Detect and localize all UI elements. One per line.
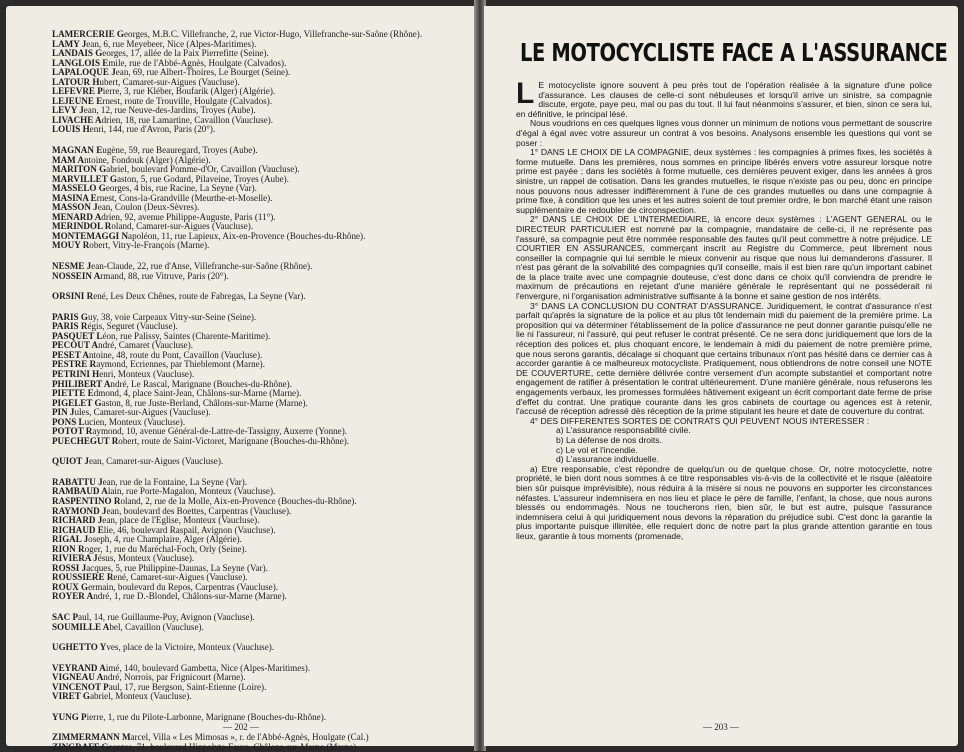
article-paragraph: 4° DES DIFFERENTES SORTES DE CONTRATS QUI PEUVENT NOUS INTERESSER : <box>530 415 870 426</box>
member-entry: PARIS Guy, 38, voie Carpeaux Vitry-sur-Seine (Seine). <box>52 311 257 322</box>
member-entry: ROSSI Jacques, 5, rue Philippine-Daunas, La Seyne (Var). <box>52 562 268 573</box>
member-entry: PIGELET Gaston, 8, rue Juste-Berland, Châlons-sur-Marne (Marne). <box>52 397 308 408</box>
member-entry: LANDAIS Georges, 17, allée de la Paix Pierrefitte (Seine). <box>52 48 269 59</box>
member-entry: PHILIBERT André, Le Rascal, Marignane (Bouches-du-Rhône). <box>52 378 292 389</box>
member-entry: RION Roger, 1, rue du Maréchal-Foch, Orly (Seine). <box>52 543 247 554</box>
article-body <box>516 77 932 542</box>
member-entry: PIN Jules, Camaret-sur-Aigues (Vaucluse). <box>52 407 211 418</box>
member-entry: RAMBAUD Alain, rue Porte-Magalon, Monteux (Vaucluse). <box>52 486 276 497</box>
member-entry: POTOT Raymond, 10, avenue Général-de-Lattre-de-Tassigny, Auxerre (Yonne). <box>52 426 348 437</box>
member-entry: NESME Jean-Claude, 22, rue d'Anse, Villefranche-sur-Saône (Rhône). <box>52 261 313 272</box>
member-entry: ROUX Germain, boulevard du Repos, Carpentras (Vaucluse). <box>52 581 279 592</box>
article-paragraph: 2° DANS LE CHOIX DE L'INTERMEDIAIRE, là encore deux systèmes : L'AGENT GENERAL ou le DIRECTEUR PARTICULIER est nommé par la compagnie, mandataire de celle-ci, il ne représente pas l'assuré, sa compagnie peut être nommée responsable des fautes qu'il peut commettre à notre préjudice. LE COURTIER EN ASSURANCES, commerçant inscrit au Registre du Commerce, peut librement nous conseiller la compagnie qui lui semble le mieux convenir au risque que nous lui demanderons d'assurer. Il n'est pas gérant de la solvabilité des compagnies qu'il conseille, mais il est bien rare qu'un important cabinet de la place traite avec une compagnie douteuse, c'est donc dans ce choix qu'il conviendra de prendre le maximum de précautions en rejetant d'une manière générale le représentant qui ne posséderait ni l'envergure, ni l'organisation administrative suffisante à la bonne et saine gestion de nos intérêts. <box>516 214 932 302</box>
group-spacer <box>52 653 462 664</box>
member-entry: PESET Antoine, 48, route du Pont, Cavaillon (Vaucluse). <box>52 349 263 360</box>
member-entry: VIRET Gabriel, Monteux (Vaucluse). <box>52 691 192 702</box>
member-entry: MONTEMAGGI Napoléon, 11, rue Lapieux, Aix-en-Provence (Bouches-du-Rhône). <box>52 230 366 241</box>
member-entry: MOUY Robert, Vitry-le-François (Marne). <box>52 240 210 251</box>
contract-list-item: a) L'assurance responsabilité civile. <box>556 425 691 436</box>
member-entry: QUIOT Jean, Camaret-sur-Aigues (Vaucluse). <box>52 456 224 467</box>
member-entry: PESTRE Raymond, Ecriennes, par Thieblemont (Marne). <box>52 359 265 370</box>
member-entry: VINCENOT Paul, 17, rue Bergson, Saint-Etienne (Loire). <box>52 681 267 692</box>
article-paragraph: Nous voudrions en ces quelques lignes vous donner un minimum de notions vous permettant de souscrire d'égal à égal avec votre assureur un contrat à vos besoins. Analysons ensemble les questions qui vont se poser : <box>516 118 932 148</box>
contract-list-item: c) Le vol et l'incendie. <box>556 444 638 455</box>
member-entry: ORSINI René, Les Deux Chênes, route de Fabregas, La Seyne (Var). <box>52 291 306 302</box>
member-entry: MAGNAN Eugène, 59, rue Beauregard, Troyes (Aube). <box>52 145 258 156</box>
contract-list-item: b) La défense de nos droits. <box>556 434 662 445</box>
member-entry: PECOUT André, Camaret (Vaucluse). <box>52 340 194 351</box>
member-entry: ZINGRAFF Georges, 71, boulevard Hippolyte-Faure, Châlons-sur-Marne (Marne). <box>52 741 359 752</box>
article-title: LE MOTOCYCLISTE FACE A L'ASSURANCE <box>520 38 948 67</box>
article-paragraph: L E motocycliste ignore souvent à peu près tout de l'opération réalisée à la signature d'une police d'assurance. Les clauses de celle-ci sont nébuleuses et lorsqu'il arrive un sinistre, sa compagnie discute, ergote, paye peu, mal ou pas du tout. Il lui faut néanmoins s'assurer, et bien, sinon ce sera lui, en définitive, le principal lésé. <box>516 77 932 119</box>
article-paragraph: 1° DANS LE CHOIX DE LA COMPAGNIE, deux systèmes : les compagnies à primes fixes, les sociétés à forme mutuelle. Dans les premières, nous sommes en principe libérés envers votre assureur lorsque notre prime est payée ; dans les sociétés à forme mutuelle, ces dernières peuvent exiger, dans les années à gros sinistre, un rappel de cotisation. Dans les grandes mutuelles, le risque n'existe pas ou peu, donc en principe nous pouvons nous adresser indifféremment à l'une de ces grandes mutuelles ou dans une compagnie à prime fixe, à condition que les unes et les autres soient de tout premier ordre, le bon marché étant une raison supplémentaire de redoubler de circonspection. <box>516 147 932 215</box>
member-entry: ROYER André, 1, rue D.-Blondel, Châlons-sur-Marne (Marne). <box>52 591 287 602</box>
member-entry: RIGAL Joseph, 4, rue Champlaire, Alger (Algérie). <box>52 534 242 545</box>
member-entry: LAPALOQUE Jean, 69, rue Albert-Thoires, Le Bourget (Seine). <box>52 67 291 78</box>
member-entry: MENARD Adrien, 92, avenue Philippe-Auguste, Paris (11°). <box>52 211 276 222</box>
member-entry: RICHARD Jean, place de l'Eglise, Monteux (Vaucluse). <box>52 515 260 526</box>
left-page <box>6 6 476 752</box>
member-entry: MASSELO Georges, 4 bis, rue Racine, La Seyne (Var). <box>52 183 257 194</box>
contract-list-item: d) L'assurance individuelle. <box>556 454 659 465</box>
member-entry: YUNG Pierre, 1, rue du Pilote-Larbonne, Marignane (Bouches-du-Rhône). <box>52 711 326 722</box>
member-entry: SOUMILLE Abel, Cavaillon (Vaucluse). <box>52 621 204 632</box>
member-entry: PETRINI Henri, Monteux (Vaucluse). <box>52 368 195 379</box>
member-entry: LANGLOIS Emile, rue de l'Abbé-Agnès, Houlgate (Calvados). <box>52 57 287 68</box>
member-entry: UGHETTO Yves, place de la Victoire, Monteux (Vaucluse). <box>52 642 275 653</box>
member-entry: PUECHEGUT Robert, route de Saint-Victoret, Marignane (Bouches-du-Rhône). <box>52 435 350 446</box>
member-entry: SAC Paul, 14, rue Guillaume-Puy, Avignon (Vaucluse). <box>52 611 255 622</box>
member-entry: LATOUR Hubert, Camaret-sur-Aigues (Vaucluse). <box>52 76 240 87</box>
member-entry: NOSSEIN Armand, 88, rue Vitruve, Paris (20°). <box>52 270 229 281</box>
member-entry: LIVACHE Adrien, 18, rue Lamartine, Cavaillon (Vaucluse). <box>52 114 274 125</box>
member-entry: MARITON Gabriel, boulevard Pomme-d'Or, Cavaillon (Vaucluse). <box>52 164 300 175</box>
member-entry: VEYRAND Aimé, 140, boulevard Gambetta, Nice (Alpes-Maritimes). <box>52 662 311 673</box>
member-entry: ROUSSIERE René, Camaret-sur-Aigues (Vaucluse). <box>52 572 248 583</box>
member-entry: MASINA Ernest, Cons-la-Grandville (Meurthe-et-Moselle). <box>52 192 273 203</box>
member-entry: PARIS Régis, Seguret (Vaucluse). <box>52 321 178 332</box>
member-entry: VIGNEAU André, Norrois, par Frignicourt (Marne). <box>52 672 246 683</box>
member-entry: LEJEUNE Ernest, route de Trouville, Houlgate (Calvados). <box>52 95 273 106</box>
drop-cap: L <box>516 77 535 110</box>
right-page <box>484 6 958 746</box>
member-entry: MARVILLET Gaston, 5, rue Godard, Pilaveine, Troyes (Aube). <box>52 173 289 184</box>
member-entry: LAMERCERIE Georges, M.B.C. Villefranche, 2, rue Victor-Hugo, Villefranche-sur-Saône (Rhône). <box>52 29 423 39</box>
member-entry: RIVIERA Jésus, Monteux (Vaucluse). <box>52 553 195 564</box>
member-entry: RAYMOND Jean, boulevard des Boettes, Carpentras (Vaucluse). <box>52 505 292 516</box>
member-entry: PONS Lucien, Monteux (Vaucluse). <box>52 416 186 427</box>
member-entry: PASQUET Léon, rue Palissy, Saintes (Charente-Maritime). <box>52 330 271 341</box>
member-entry: LEVY Jean, 12, rue Neuve-des-Jardins, Troyes (Aube). <box>52 105 256 116</box>
member-entry: RICHAUD Elie, 46, boulevard Raspail, Avignon (Vaucluse). <box>52 524 276 535</box>
page-number-left: — 202 — <box>223 722 259 732</box>
member-entry: MASSON Jean, Coulon (Deux-Sèvres). <box>52 202 200 213</box>
member-entry: MERINDOL Roland, Camaret-sur-Aigues (Vaucluse). <box>52 221 254 232</box>
member-list <box>52 30 462 752</box>
member-entry: PIETTE Edmond, 4, place Saint-Jean, Châlons-sur-Marne (Marne). <box>52 388 302 399</box>
page-number-right: — 203 — <box>703 722 739 732</box>
member-entry: ZIMMERMANN Marcel, Villa « Les Mimosas », r. de l'Abbé-Agnès, Houlgate (Cal.) <box>52 732 369 743</box>
member-entry: RASPENTINO Roland, 2, rue de la Molle, Aix-en-Provence (Bouches-du-Rhône). <box>52 495 357 506</box>
member-entry: LAMY Jean, 6, rue Meyebeer, Nice (Alpes-Maritimes). <box>52 38 257 49</box>
member-entry: LEFEVRE Pierre, 3, rue Kléber, Boufarik (Alger) (Algérie). <box>52 86 276 97</box>
article-paragraph: a) Etre responsable, c'est répondre de quelqu'un ou de quelque chose. Or, notre motocyclette, notre propriété, le bien dont nous sommes à ce titre responsables vis-à-vis de la collectivité et le risque (aléatoire bien sûr puisque imprévisible), nous réduira à la misère si nous ne pouvons en supporter les circonstances néfastes. L'assureur indemnisera en nos lieu et place le père de famille, l'enfant, la chose, que nous aurons blessés ou endommagés. Nous ne toucherons rien, bien sûr, le but est autre, puisque l'assurance indemnisera celui à qui juridiquement nous devons la réparation du préjudice subi. C'est donc la garantie la plus importante puisque illimitée, elle requiert donc de notre part la plus grande attention garantie en tous lieux, garantie à tous moments (promenade, <box>516 463 932 541</box>
member-entry: RABATTU Jean, rue de la Fontaine, La Seyne (Var). <box>52 476 248 487</box>
member-entry: MAM Antoine, Fondouk (Alger) (Algérie). <box>52 154 211 165</box>
member-entry: LOUIS Henri, 144, rue d'Avron, Paris (20°). <box>52 124 216 135</box>
article-paragraph: 3° DANS LA CONCLUSION DU CONTRAT D'ASSURANCE. Juridiquement, le contrat d'assurance n'est parfait qu'après la signature de la police et au plus tôt lendemain midi du paiement de la première prime. La proposition qui va déterminer l'établissement de la police d'assurance ne peut donner garantie puisqu'elle ne lie ni l'assureur, ni l'assuré, qui peut refuser le contrat présenté. Ce ne sera donc juridiquement que lors de la réception des polices et, plus choquant encore, le lendemain à midi du paiement de notre première prime, que nous serons garantis, décalage si choquant que certains tribunaux n'ont pas hésité dans ce dernier cas à accorder garantie à ce malheureux motocycliste. Pratiquement, nous obtiendrons de notre conseil une NOTE DE COUVERTURE, cette dernière délivrée contre versement d'un acompte substantiel et comportant notre engagement de ratifier à présentation le contrat ultérieurement. D'une manière générale, nous refuserons les engagements verbaux, les promesses formulées hâtivement exigeant un écrit comportant date ferme de prise d'effet du contrat. Une pratique courante dans les gros cabinets de courtage ou agences est à retenir, l'accusé de réception adressé dès réception de la prime stipulant les heure et date de couverture du contrat. <box>516 300 932 417</box>
